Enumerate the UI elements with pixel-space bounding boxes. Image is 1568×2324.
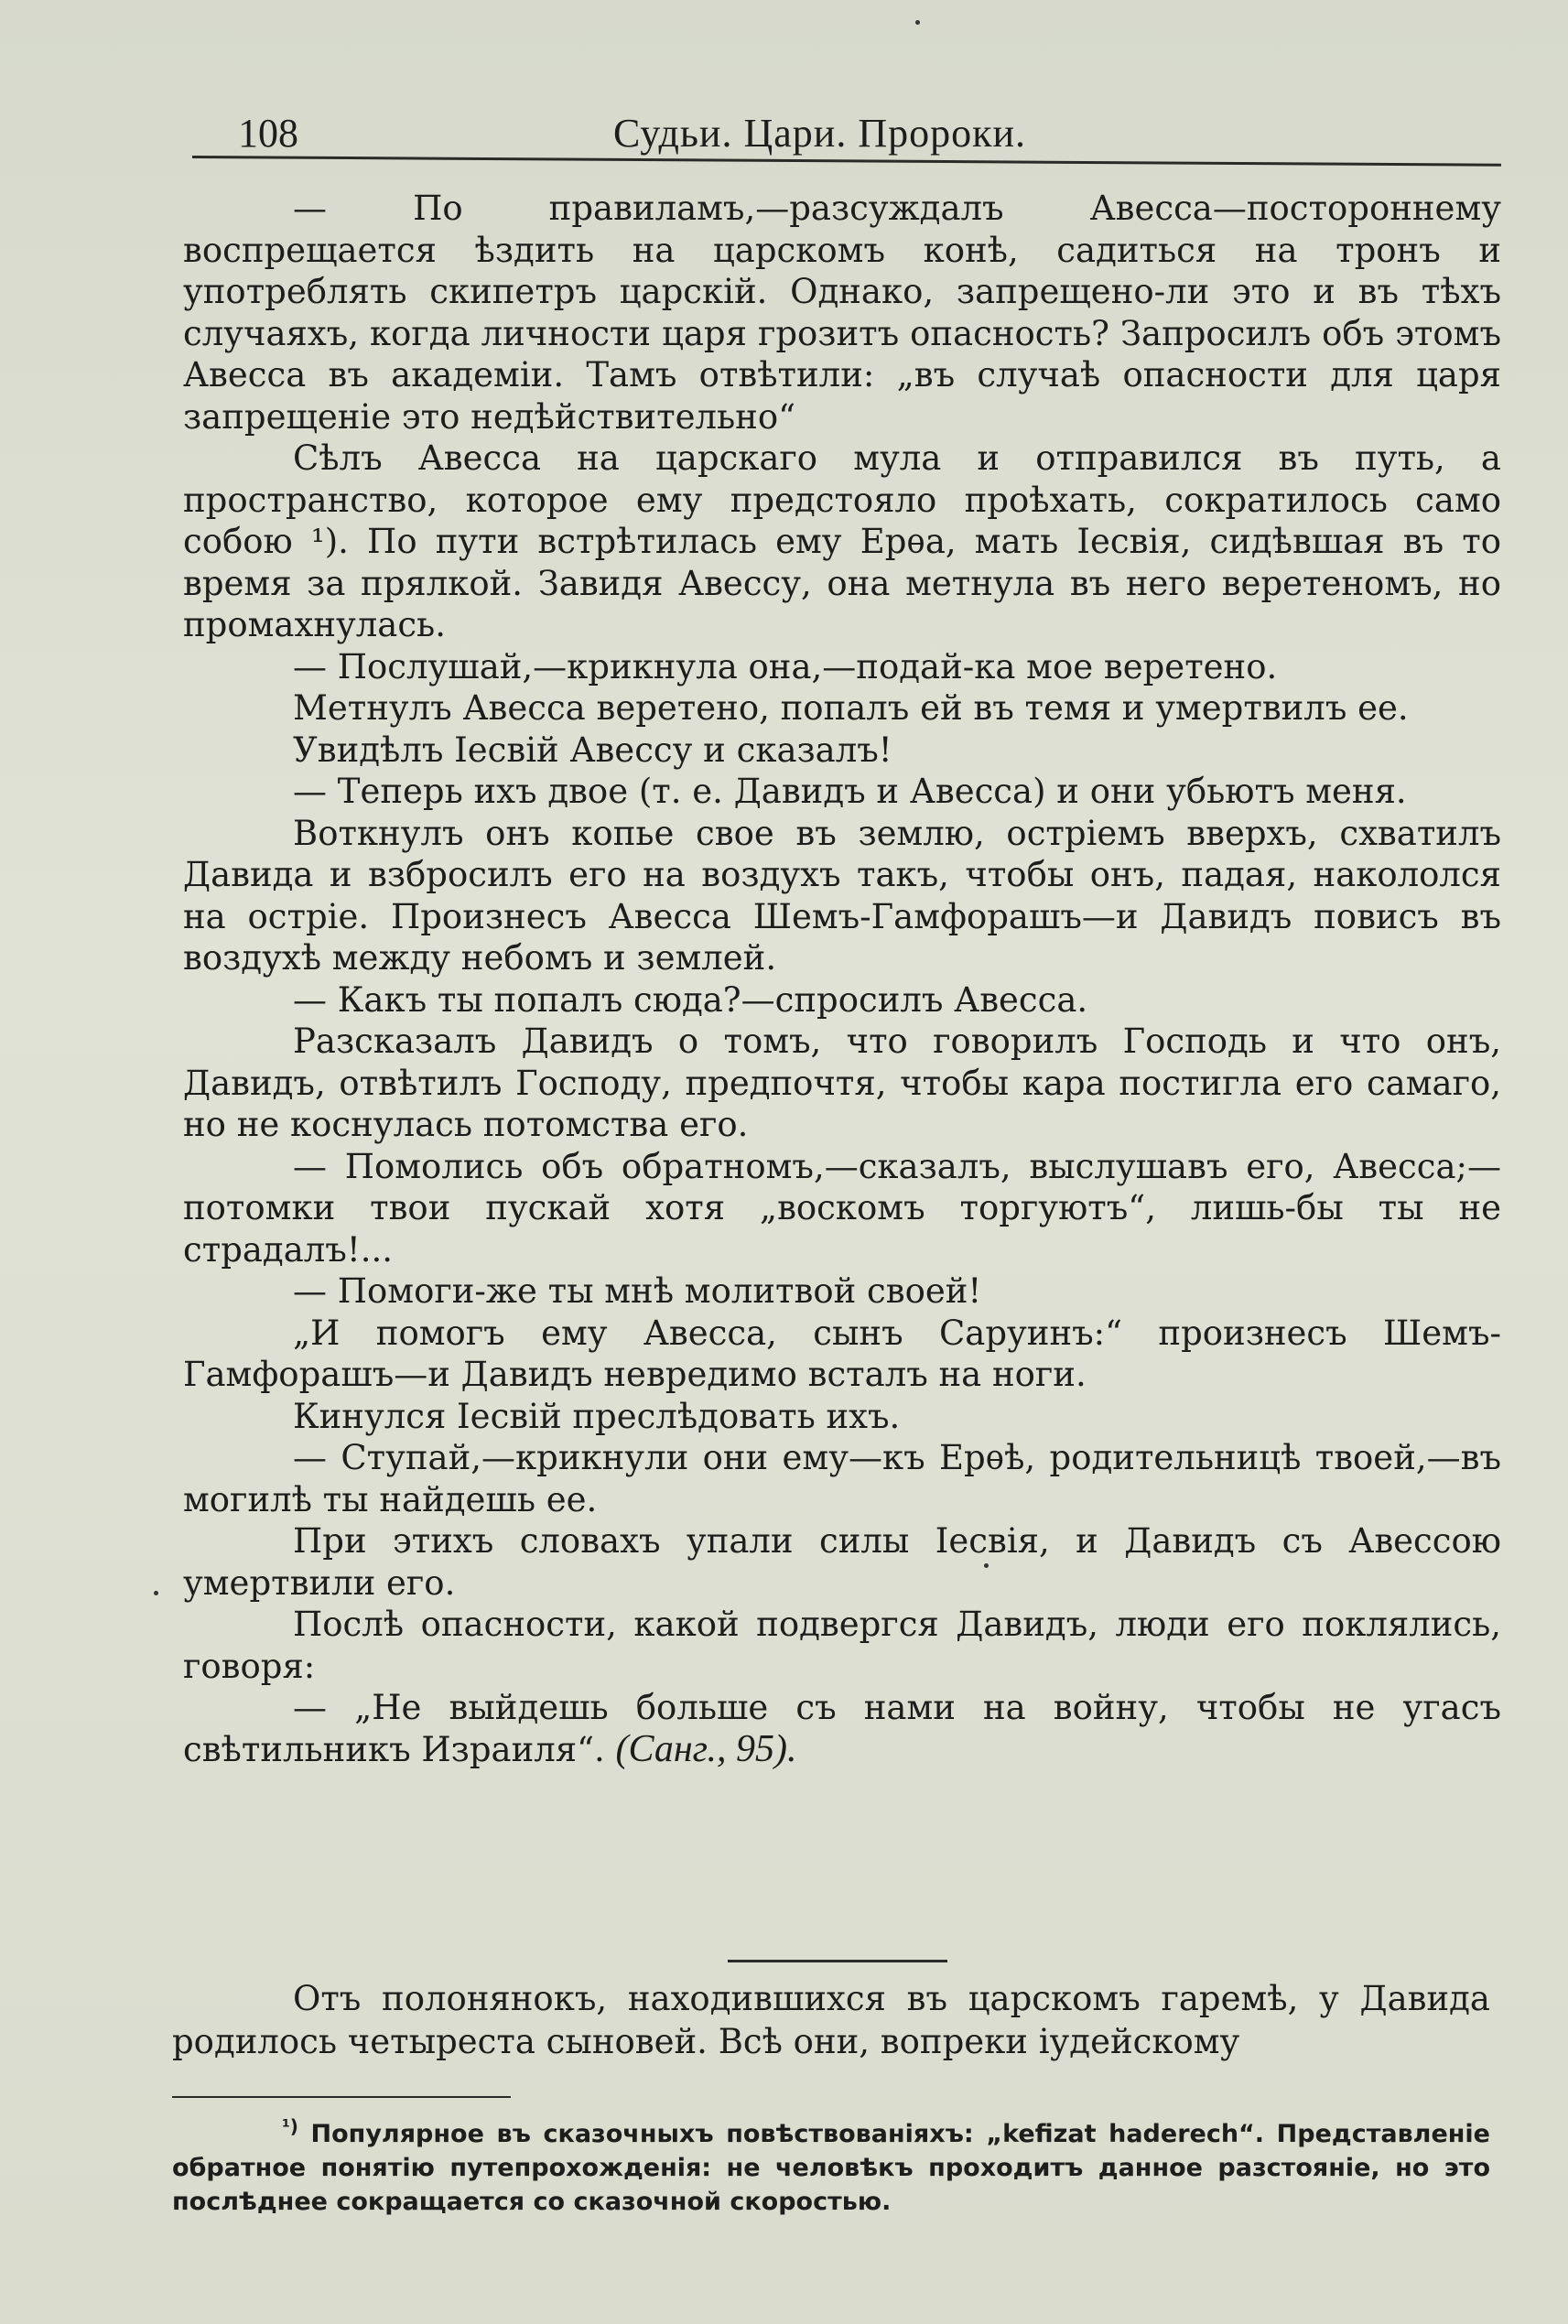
paragraph: — Ступай,—крикнули они ему—къ Ерѳѣ, родительницѣ твоей,—въ могилѣ ты найдешь ее.	[183, 1438, 1501, 1519]
footnote-body: Популярное въ сказочныхъ повѣствованіяхъ: „kefizat haderech“. Представленіе обратное понятію путепрохожденія: не человѣкъ проходитъ данное разстояніе, но это послѣднее сокращается со сказочной скоростью.	[172, 2120, 1490, 2216]
source-reference: (Санг., 95).	[615, 1727, 797, 1770]
final-quote: — „Не выйдешь больше съ нами на войну, чтобы не угасъ свѣтильникъ Израиля“.	[183, 1688, 1501, 1769]
paragraph: Разсказалъ Давидъ о томъ, что говорилъ Господь и что онъ, Давидъ, отвѣтилъ Господу, предпочтя, чтобы кара постигла его самаго, но не коснулась потомства его.	[183, 1021, 1501, 1144]
paragraph: Кинулся Іесвій преслѣдовать ихъ.	[293, 1396, 901, 1436]
speck	[154, 1591, 158, 1595]
paragraph: При этихъ словахъ упали силы Іесвія, и Давидъ съ Авессою умертвили его.	[183, 1521, 1501, 1603]
paragraph: Увидѣлъ Іесвій Авессу и сказалъ!	[293, 730, 892, 770]
paragraph: — Помолись объ обратномъ,—сказалъ, выслушавъ его, Авесса;—потомки твои пускай хотя „воскомъ торгуютъ“, лишь-бы ты не страдалъ!...	[183, 1146, 1501, 1270]
paragraph: Воткнулъ онъ копье свое въ землю, остріемъ вверхъ, схватилъ Давида и взбросилъ его на воздухъ такъ, чтобы онъ, падая, накололся на остріе. Произнесъ Авесса Шемъ-Гамфорашъ—и Давидъ повисъ въ воздухѣ между небомъ и землей.	[183, 813, 1501, 978]
paragraph: Сѣлъ Авесса на царскаго мула и отправился въ путь, а пространство, которое ему предстояло проѣхать, сократилось само собою ¹). По пути встрѣтилась ему Ерѳа, мать Іесвія, сидѣвшая въ то время за прялкой. Завидя Авессу, она метнула въ него веретеномъ, но промахнулась.	[183, 438, 1501, 644]
footnote-rule	[172, 2096, 511, 2098]
main-text	[183, 188, 1501, 1770]
section-divider	[728, 1960, 947, 1962]
page-header	[192, 108, 1501, 163]
paragraph: Отъ полонянокъ, находившихся въ царскомъ гаремѣ, у Давида родилось четыреста сыновей. Всѣ они, вопреки іудейскому	[172, 1979, 1490, 2061]
paragraph: — По правиламъ,—разсуждалъ Авесса—постороннему воспрещается ѣздить на царскомъ конѣ, садиться на тронъ и употреблять скипетръ царскій. Однако, запрещено-ли это и въ тѣхъ случаяхъ, когда личности царя грозитъ опасность? Запросилъ объ этомъ Авесса въ академіи. Тамъ отвѣтили: „въ случаѣ опасности для царя запрещеніе это недѣйствительно“	[183, 189, 1501, 437]
footnote-text	[172, 2110, 1490, 2219]
speck	[915, 20, 920, 25]
final-paragraph	[183, 1687, 1501, 1770]
running-title: Судьи. Цари. Пророки.	[613, 111, 1027, 156]
next-section	[172, 1977, 1490, 2063]
footnote	[172, 2110, 1490, 2219]
paragraph: — Помоги-же ты мнѣ молитвой своей!	[293, 1271, 982, 1311]
paragraph: — Теперь ихъ двое (т. е. Давидъ и Авесса) и они убьютъ меня.	[293, 772, 1407, 811]
footnote-marker: ¹)	[282, 2115, 298, 2137]
paragraph: Послѣ опасности, какой подвергся Давидъ, люди его поклялись, говоря:	[183, 1605, 1501, 1686]
paragraph: — Послушай,—крикнула она,—подай-ка мое веретено.	[293, 646, 1278, 686]
paragraph: — Какъ ты попалъ сюда?—спросилъ Авесса.	[293, 979, 1088, 1020]
page-number: 108	[238, 111, 298, 156]
paragraph: Метнулъ Авесса веретено, попалъ ей въ темя и умертвилъ ее.	[293, 688, 1409, 728]
speck	[984, 1563, 989, 1568]
paragraph: „И помогъ ему Авесса, сынъ Саруинъ:“ произнесъ Шемъ-Гамфорашъ—и Давидъ невредимо всталъ на ноги.	[183, 1313, 1501, 1394]
